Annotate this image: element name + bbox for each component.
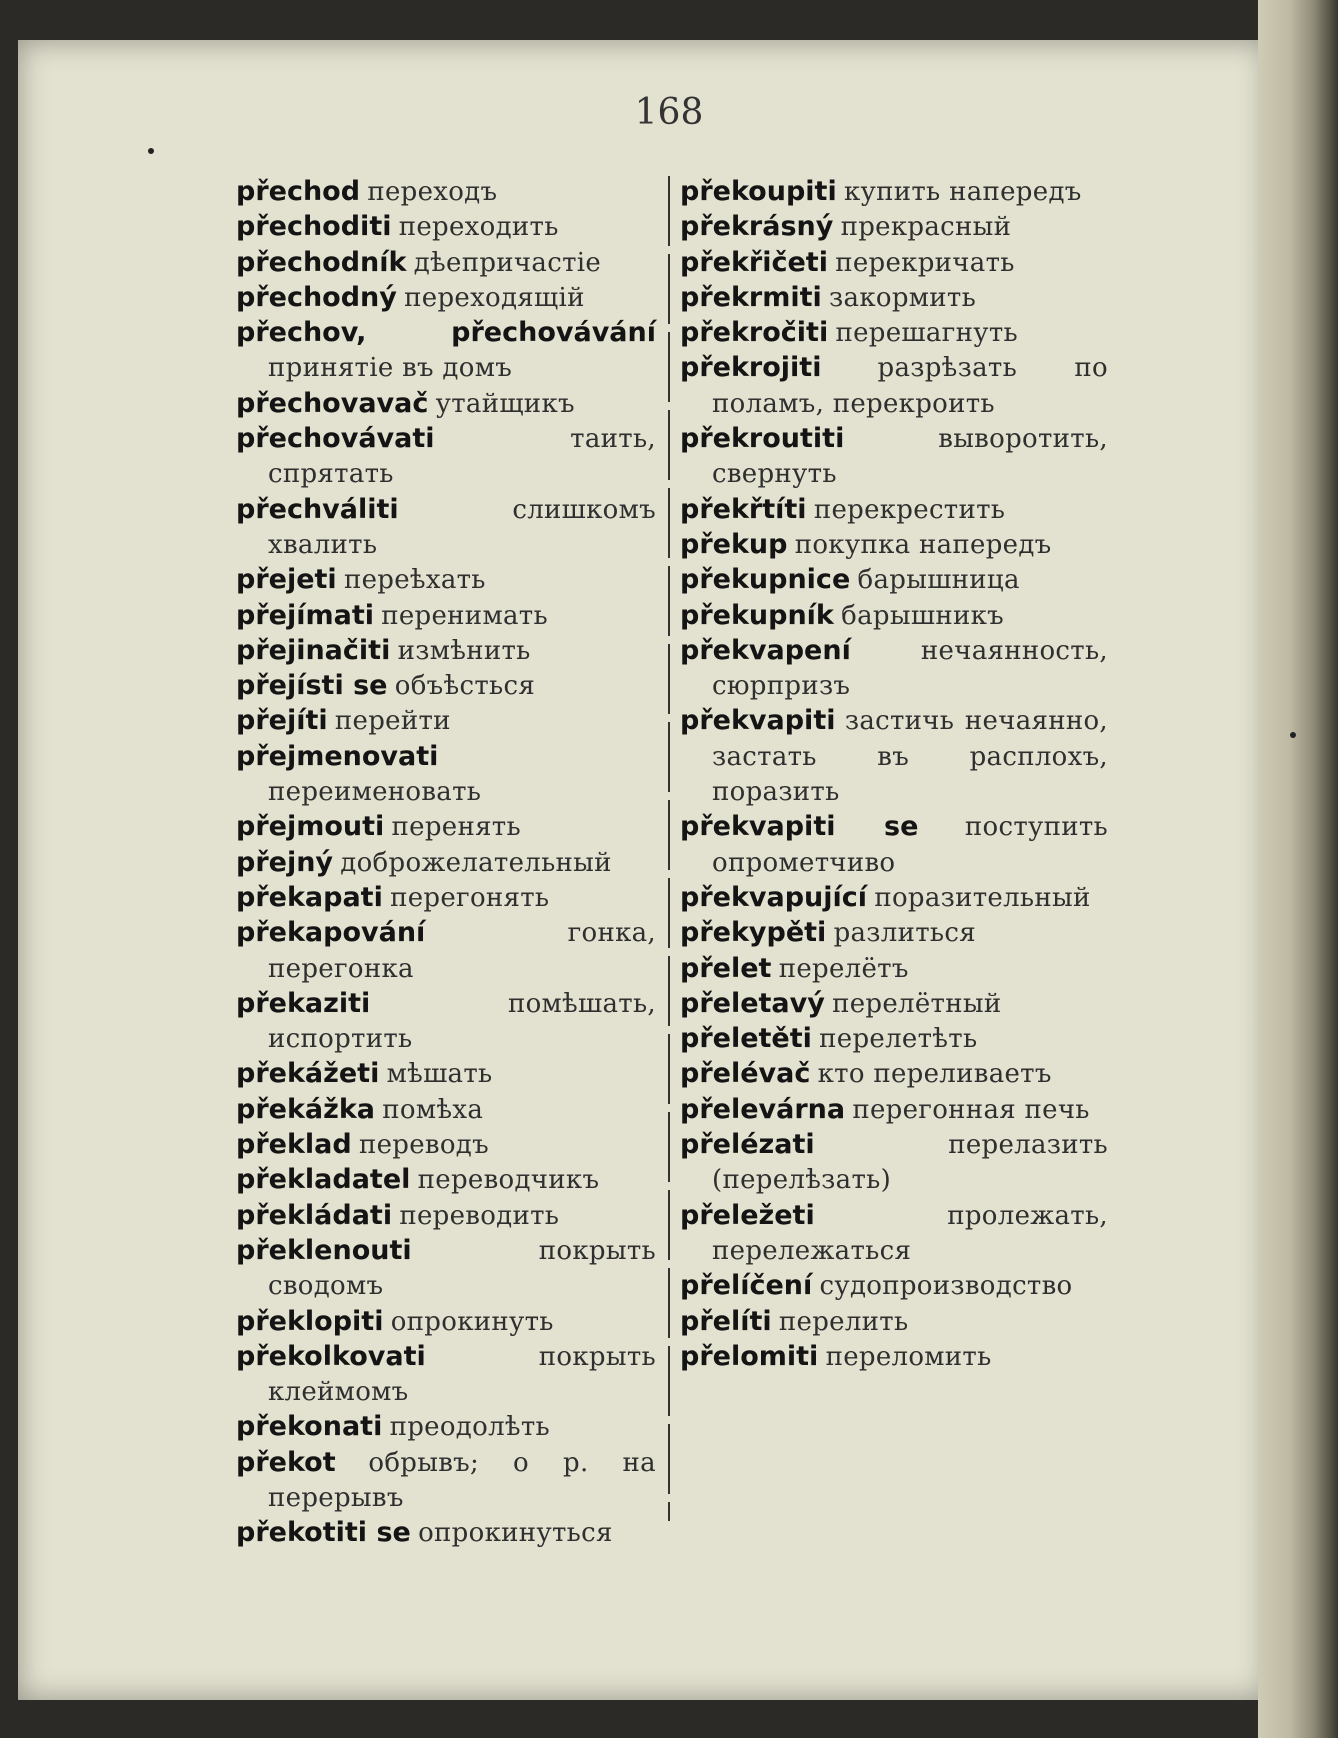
dictionary-entry <box>236 598 656 633</box>
entry-headword: překup <box>680 528 788 560</box>
entry-headword: překupník <box>680 599 834 631</box>
entry-translation: переходящій <box>404 282 585 313</box>
dictionary-entry <box>236 915 656 986</box>
entry-headword: přelévač <box>680 1058 811 1090</box>
entry-translation: перейти <box>334 706 451 737</box>
dictionary-entry <box>236 280 656 315</box>
dictionary-entry <box>680 527 1108 562</box>
entry-translation: доброжелательный <box>340 847 612 878</box>
entry-translation: переводчикъ <box>417 1165 600 1196</box>
entry-headword: přejíti <box>236 705 328 737</box>
entry-headword: přelézati <box>680 1129 815 1161</box>
dictionary-entry <box>680 562 1108 597</box>
entry-headword: přechovávati <box>236 423 435 455</box>
dictionary-entry <box>236 1233 656 1304</box>
entry-headword: překupnice <box>680 564 851 596</box>
dictionary-entry <box>236 492 656 563</box>
entry-translation: переходить <box>398 212 559 243</box>
dictionary-entry <box>236 386 656 421</box>
entry-translation: измѣнить <box>397 635 531 666</box>
entry-translation: пролежать, перележаться <box>712 1200 1108 1266</box>
entry-headword: překážka <box>236 1093 376 1125</box>
dictionary-entry <box>236 1304 656 1339</box>
entry-headword: překladatel <box>236 1164 411 1196</box>
entry-headword: překvapení <box>680 634 851 666</box>
entry-headword: přejný <box>236 846 334 878</box>
entry-headword: překlad <box>236 1129 352 1161</box>
entry-translation: застичь нечаянно, застать въ расплохъ, поразить <box>712 706 1108 808</box>
entry-translation: слишкомъ хвалить <box>268 494 656 560</box>
dictionary-entry <box>680 1198 1108 1269</box>
entry-headword: přechod <box>236 176 361 207</box>
dictionary-entry <box>680 1092 1108 1127</box>
entry-translation: перегонять <box>390 882 550 913</box>
dictionary-entry <box>680 209 1108 244</box>
entry-translation: преодолѣть <box>389 1412 551 1443</box>
entry-headword: překot <box>236 1446 336 1478</box>
entry-headword: přelíti <box>680 1305 772 1337</box>
entry-headword: překaziti <box>236 987 371 1019</box>
dictionary-entry <box>680 1339 1108 1374</box>
entry-headword: překvapiti se <box>680 811 919 843</box>
entry-translation: перелетѣть <box>819 1024 978 1055</box>
entry-headword: přelomiti <box>680 1340 819 1372</box>
entry-headword: překlenouti <box>236 1234 412 1266</box>
entry-headword: přechodný <box>236 281 397 313</box>
entry-translation: обрывъ; o p. на перерывъ <box>268 1447 656 1513</box>
dictionary-entry <box>236 315 656 386</box>
dictionary-entry <box>680 598 1108 633</box>
dictionary-entry <box>236 633 656 668</box>
entry-headword: překroutiti <box>680 423 845 455</box>
dictionary-entry <box>236 668 656 703</box>
entry-headword: překážeti <box>236 1058 380 1090</box>
entry-translation: гонка, перегонка <box>268 918 656 984</box>
entry-headword: přejímati <box>236 599 374 631</box>
page-edge <box>1258 0 1338 1738</box>
entry-translation: барышница <box>857 565 1020 596</box>
entry-translation: перелазить (перелѣзать) <box>712 1130 1108 1196</box>
entry-translation: опрокинуться <box>418 1518 613 1549</box>
dictionary-entry <box>236 1162 656 1197</box>
entry-translation: разлиться <box>833 918 976 949</box>
entry-headword: překřtíti <box>680 493 807 525</box>
dictionary-entry <box>680 492 1108 527</box>
entry-translation: купить напередъ <box>843 177 1082 207</box>
entry-headword: překolkovati <box>236 1340 426 1372</box>
entry-translation: покрыть сводомъ <box>268 1235 656 1302</box>
entry-headword: překrojiti <box>680 352 822 384</box>
dictionary-entry <box>680 1056 1108 1091</box>
entry-translation: переводить <box>399 1200 560 1231</box>
dictionary-entry <box>236 845 656 880</box>
dictionary-entry <box>236 1198 656 1233</box>
dictionary-entry <box>680 633 1108 704</box>
entry-headword: přechoditi <box>236 211 392 243</box>
entry-translation: утайщикъ <box>435 388 575 419</box>
entry-translation: барышникъ <box>841 600 1004 631</box>
entry-headword: přejísti se <box>236 670 388 702</box>
entry-translation: объѣсться <box>394 671 536 702</box>
entry-translation: прекрасный <box>840 212 1012 243</box>
dictionary-entry <box>236 421 656 492</box>
entry-headword: překoupiti <box>680 176 837 207</box>
dictionary-entry <box>680 880 1108 915</box>
entry-translation: перешагнуть <box>835 318 1018 349</box>
dictionary-entry <box>236 1092 656 1127</box>
dictionary-entry <box>680 245 1108 280</box>
dictionary-entry <box>236 1127 656 1162</box>
entry-translation: покупка напередъ <box>794 529 1052 560</box>
entry-translation: принятіе въ домъ <box>268 353 513 384</box>
entry-translation: таить, спрятать <box>268 424 656 490</box>
entry-translation: перенять <box>391 812 521 843</box>
right-column <box>680 174 1108 1374</box>
entry-translation: переходъ <box>367 177 498 207</box>
dictionary-entry <box>236 245 656 280</box>
entry-headword: přejmouti <box>236 811 385 843</box>
entry-headword: překládati <box>236 1199 393 1231</box>
entry-headword: přejmenovati <box>236 740 439 772</box>
column-divider <box>668 176 670 1521</box>
entry-translation: закормить <box>829 282 977 313</box>
entry-headword: překypěti <box>680 917 827 949</box>
entry-translation: разрѣзать по поламъ, перекроить <box>712 353 1109 419</box>
entry-headword: překonati <box>236 1411 383 1443</box>
dictionary-entry <box>236 703 656 738</box>
dictionary-entry <box>680 1304 1108 1339</box>
entry-headword: překrmiti <box>680 281 822 313</box>
dictionary-entry <box>680 809 1108 880</box>
entry-translation: помѣшать, испортить <box>268 988 656 1055</box>
dictionary-entry <box>236 1445 656 1516</box>
entry-translation: переводъ <box>358 1130 489 1161</box>
dictionary-entry <box>680 1021 1108 1056</box>
entry-headword: přejeti <box>236 564 337 596</box>
entry-translation: опрокинуть <box>390 1306 554 1337</box>
entry-translation: поразительный <box>874 882 1091 913</box>
entry-headword: přechov, přechovávání <box>236 317 656 349</box>
entry-headword: překapování <box>236 917 426 949</box>
entry-translation: покрыть клеймомъ <box>268 1341 656 1408</box>
entry-translation: поступить опрометчиво <box>712 812 1108 878</box>
dictionary-entry <box>236 174 656 209</box>
entry-translation: кто переливаетъ <box>817 1059 1052 1090</box>
entry-headword: překročiti <box>680 317 829 349</box>
entry-headword: přelíčení <box>680 1270 813 1302</box>
dictionary-entry <box>680 1268 1108 1303</box>
dictionary-entry <box>236 880 656 915</box>
entry-headword: překapati <box>236 881 383 913</box>
entry-translation: нечаянность, сюрпризъ <box>712 635 1108 702</box>
entry-headword: překvapiti <box>680 705 836 737</box>
dictionary-entry <box>236 1409 656 1444</box>
entry-translation: переименовать <box>268 777 482 808</box>
entry-headword: překvapující <box>680 881 868 913</box>
entry-translation: выворотить, свернуть <box>712 424 1108 490</box>
entry-translation: мѣшать <box>386 1059 493 1090</box>
dictionary-entry <box>680 986 1108 1021</box>
dictionary-entry <box>680 280 1108 315</box>
dictionary-entry <box>236 986 656 1057</box>
dictionary-entry <box>680 915 1108 950</box>
dictionary-entry <box>236 1056 656 1091</box>
dictionary-entry <box>680 421 1108 492</box>
dictionary-entry <box>236 809 656 844</box>
entry-translation: переломить <box>825 1341 992 1372</box>
entry-translation: дѣепричастіе <box>413 247 602 278</box>
entry-headword: překlopiti <box>236 1305 384 1337</box>
entry-headword: překotiti se <box>236 1517 411 1549</box>
ink-speck <box>1290 732 1296 738</box>
entry-headword: přechovavač <box>236 387 429 419</box>
dictionary-entry <box>680 951 1108 986</box>
dictionary-entry <box>680 350 1108 421</box>
dictionary-entry <box>236 1339 656 1410</box>
dictionary-entry <box>680 174 1108 209</box>
entry-headword: překřičeti <box>680 246 828 278</box>
entry-translation: перелётный <box>832 988 1002 1019</box>
dictionary-entry <box>680 703 1108 809</box>
entry-translation: помѣха <box>382 1094 484 1125</box>
entry-headword: přeležeti <box>680 1199 815 1231</box>
entry-headword: přelevárna <box>680 1093 846 1125</box>
entry-translation: перегонная печь <box>852 1094 1090 1125</box>
dictionary-entry <box>236 1515 656 1550</box>
entry-translation: перенимать <box>381 600 548 631</box>
dictionary-entry <box>680 315 1108 350</box>
entry-headword: přejinačiti <box>236 634 391 666</box>
page-number: 168 <box>634 92 704 133</box>
entry-translation: перелётъ <box>778 953 909 984</box>
entry-headword: přechváliti <box>236 493 399 525</box>
entry-translation: перекрестить <box>813 494 1006 525</box>
entry-translation: перелить <box>778 1306 909 1337</box>
entry-translation: перекричать <box>835 247 1015 278</box>
ink-speck <box>148 148 154 154</box>
dictionary-entry <box>236 739 656 810</box>
left-column <box>236 174 656 1551</box>
entry-headword: překrásný <box>680 211 834 243</box>
dictionary-entry <box>236 209 656 244</box>
dictionary-entry <box>680 1127 1108 1198</box>
entry-headword: přeletavý <box>680 987 825 1019</box>
entry-translation: переѣхать <box>343 565 486 596</box>
entry-headword: přeletěti <box>680 1023 812 1055</box>
entry-headword: přechodník <box>236 246 407 278</box>
dictionary-entry <box>236 562 656 597</box>
entry-translation: судопроизводство <box>819 1271 1073 1302</box>
entry-headword: přelet <box>680 952 772 984</box>
